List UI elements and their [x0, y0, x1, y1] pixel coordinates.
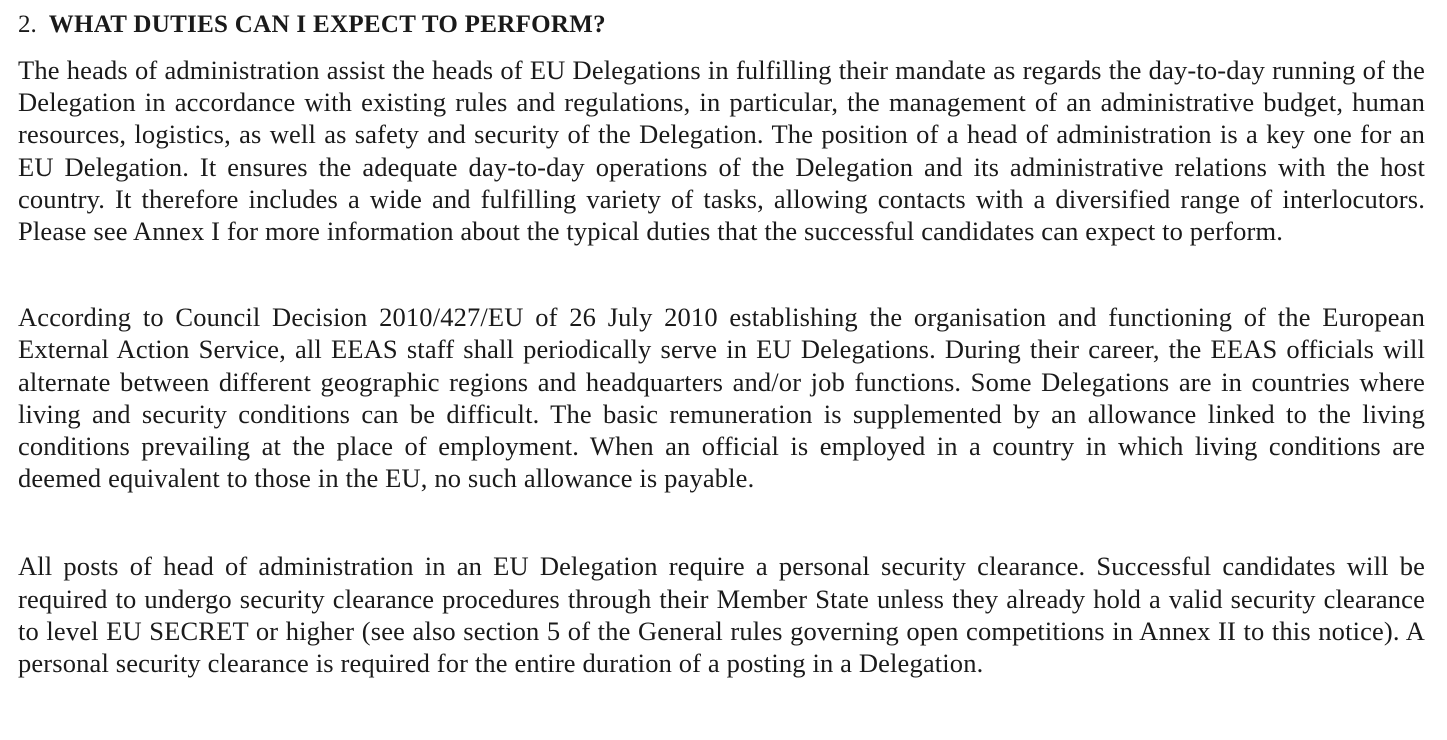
paragraph-duties: The heads of administration assist the heads of EU Delegations in fulfilling their mandate as regards the day-to-day running of the Delegation in accordance with existing rules and regulations, in particular, the management of an administrative budget, human resources, logistics, as well as safety and security of the Delegation. The position of a head of administration is a key one for an EU Delegation. It ensures the adequate day-to-day operations of the Delegation and its administrative relations with the host country. It therefore includes a wide and fulfilling variety of tasks, allowing contacts with a diversified range of interlocutors. Please see Annex I for more information about the typical duties that the successful candidates can expect to perform. [18, 55, 1425, 247]
section-heading [18, 8, 1425, 42]
section-number: 2. [18, 11, 37, 38]
paragraph-council-decision: According to Council Decision 2010/427/EU of 26 July 2010 establishing the organisation and functioning of the European External Action Service, all EEAS staff shall periodically serve in EU Delegations. During their career, the EEAS officials will alternate between different geographic regions and headquarters and/or job functions. Some Delegations are in countries where living and security conditions can be difficult. The basic remuneration is supplemented by an allowance linked to the living conditions prevailing at the place of employment. When an official is employed in a country in which living conditions are deemed equivalent to those in the EU, no such allowance is payable. [18, 302, 1425, 494]
document-page [18, 8, 1425, 679]
section-title: WHAT DUTIES CAN I EXPECT TO PERFORM? [48, 11, 606, 38]
paragraph-security-clearance: All posts of head of administration in an EU Delegation require a personal security clearance. Successful candidates will be required to undergo security clearance procedures through their Member State unless they already hold a valid security clearance to level EU SECRET or higher (see also section 5 of the General rules governing open competitions in Annex II to this notice). A personal security clearance is required for the entire duration of a posting in a Delegation. [18, 551, 1425, 679]
